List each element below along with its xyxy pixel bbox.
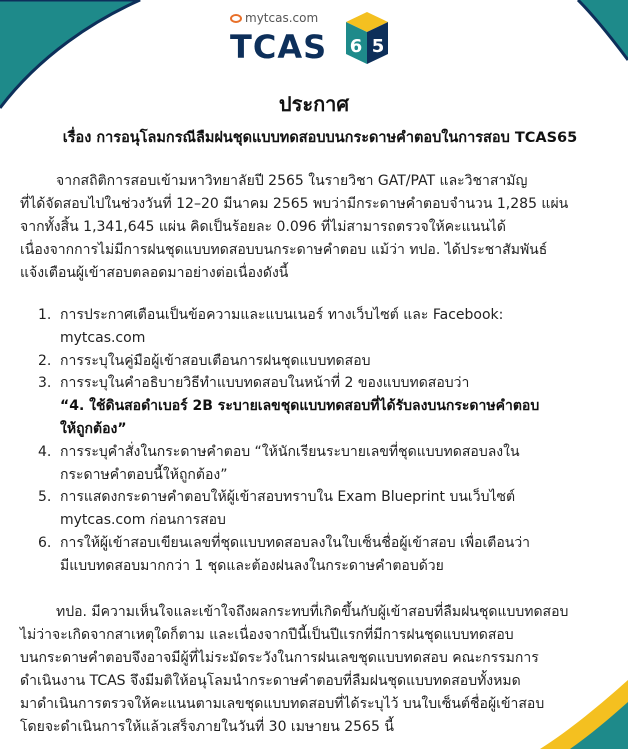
list-item-line: การระบุคำสั่งในกระดาษคำตอบ “ให้นักเรียนระบายเลขที่ชุดแบบทดสอบลงใน	[60, 443, 520, 460]
list-item	[38, 486, 539, 532]
list-item-line: การระบุในคู่มือผู้เข้าสอบเตือนการฝนชุดแบบทดสอบ	[60, 352, 371, 369]
list-item	[38, 532, 539, 578]
list-item	[38, 304, 539, 350]
tcas-wordmark: TCAS	[230, 28, 328, 66]
logo-number-6: 6	[349, 36, 363, 57]
list-item-number: 6.	[38, 534, 52, 551]
quoted-instruction: ให้ถูกต้อง”	[60, 420, 127, 437]
list-item-line: mytcas.com ก่อนการสอบ	[60, 512, 226, 529]
resolution-paragraph	[20, 601, 568, 739]
list-item-number: 3.	[38, 375, 52, 392]
intro-paragraph	[20, 170, 568, 285]
list-item-number: 5.	[38, 489, 52, 506]
paragraph-line: ทปอ. มีความเห็นใจและเข้าใจถึงผลกระทบที่เกิดขึ้นกับผู้เข้าสอบที่ลืมฝนชุดแบบทดสอบ	[56, 604, 569, 620]
quoted-instruction: “4. ใช้ดินสอดำเบอร์ 2B ระบายเลขชุดแบบทดสอบที่ได้รับลงบนกระดาษคำตอบ	[60, 398, 540, 415]
list-item	[38, 441, 539, 487]
paragraph-line: ดำเนินงาน TCAS จึงมีมติให้อนุโลมนำกระดาษคำตอบที่ลืมฝนชุดแบบทดสอบทั้งหมด	[20, 673, 521, 689]
announcement-subject: เรื่อง การอนุโลมกรณีลืมฝนชุดแบบทดสอบบนกระดาษคำตอบในการสอบ TCAS65	[62, 130, 578, 146]
paragraph-line: แจ้งเตือนผู้เข้าสอบตลอดมาอย่างต่อเนื่องดังนี้	[20, 265, 289, 281]
mytcas-mark-icon	[230, 14, 242, 23]
warning-measures-list	[38, 304, 539, 578]
paragraph-line: ไม่ว่าจะเกิดจากสาเหตุใดก็ตาม และเนื่องจากปีนี้เป็นปีแรกที่มีการฝนชุดแบบทดสอบ	[20, 627, 514, 643]
list-item-number: 4.	[38, 443, 52, 460]
paragraph-line: จากทั้งสิ้น 1,341,645 แผ่น คิดเป็นร้อยละ 0.096 ที่ไม่สามารถตรวจให้คะแนนได้	[20, 219, 506, 235]
logo-number-5: 5	[371, 36, 385, 57]
list-item-number: 1.	[38, 307, 52, 323]
list-item	[38, 350, 539, 373]
paragraph-line: บนกระดาษคำตอบจึงอาจมีผู้ที่ไม่ระมัดระวังในการฝนเลขชุดแบบทดสอบ คณะกรรมการ	[20, 650, 539, 666]
page-title: ประกาศ	[278, 92, 350, 116]
paragraph-line: ที่ได้จัดสอบไปในช่วงวันที่ 12–20 มีนาคม 2565 พบว่ามีกระดาษคำตอบจำนวน 1,285 แผ่น	[20, 196, 569, 212]
paragraph-line: มาดำเนินการตรวจให้คะแนนตามเลขชุดแบบทดสอบที่ได้ระบุไว้ บนใบเซ็นต์ชื่อผู้เข้าสอบ	[20, 696, 545, 712]
book-icon	[342, 10, 392, 66]
list-item-line: การประกาศเตือนเป็นข้อความและแบนเนอร์ ทางเว็บไซต์ และ Facebook:	[60, 307, 504, 323]
list-item-line: การแสดงกระดาษคำตอบให้ผู้เข้าสอบทราบใน Exam Blueprint บนเว็บไซต์	[60, 489, 516, 506]
list-item	[38, 372, 539, 440]
tcas65-logo	[230, 8, 398, 70]
mytcas-label: mytcas.com	[230, 11, 318, 25]
list-item-line: การระบุในคำอธิบายวิธีทำแบบทดสอบในหน้าที่ 2 ของแบบทดสอบว่า	[60, 375, 470, 392]
paragraph-line: จากสถิติการสอบเข้ามหาวิทยาลัยปี 2565 ในรายวิชา GAT/PAT และวิชาสามัญ	[56, 173, 528, 189]
paragraph-line: โดยจะดำเนินการให้แล้วเสร็จภายในวันที่ 30 เมษายน 2565 นี้	[20, 719, 394, 735]
top-right-decoration	[568, 0, 628, 70]
paragraph-line: เนื่องจากการไม่มีการฝนชุดแบบทดสอบบนกระดาษคำตอบ แม้ว่า ทปอ. ได้ประชาสัมพันธ์	[20, 242, 548, 258]
list-item-line: มีแบบทดสอบมากกว่า 1 ชุดและต้องฝนลงในกระดาษคำตอบด้วย	[60, 557, 444, 574]
list-item-line: mytcas.com	[60, 329, 146, 346]
list-item-line: กระดาษคำตอบนี้ให้ถูกต้อง”	[60, 466, 228, 483]
list-item-line: การให้ผู้เข้าสอบเขียนเลขที่ชุดแบบทดสอบลงในใบเซ็นชื่อผู้เข้าสอบ เพื่อเตือนว่า	[60, 534, 531, 551]
list-item-number: 2.	[38, 352, 52, 369]
